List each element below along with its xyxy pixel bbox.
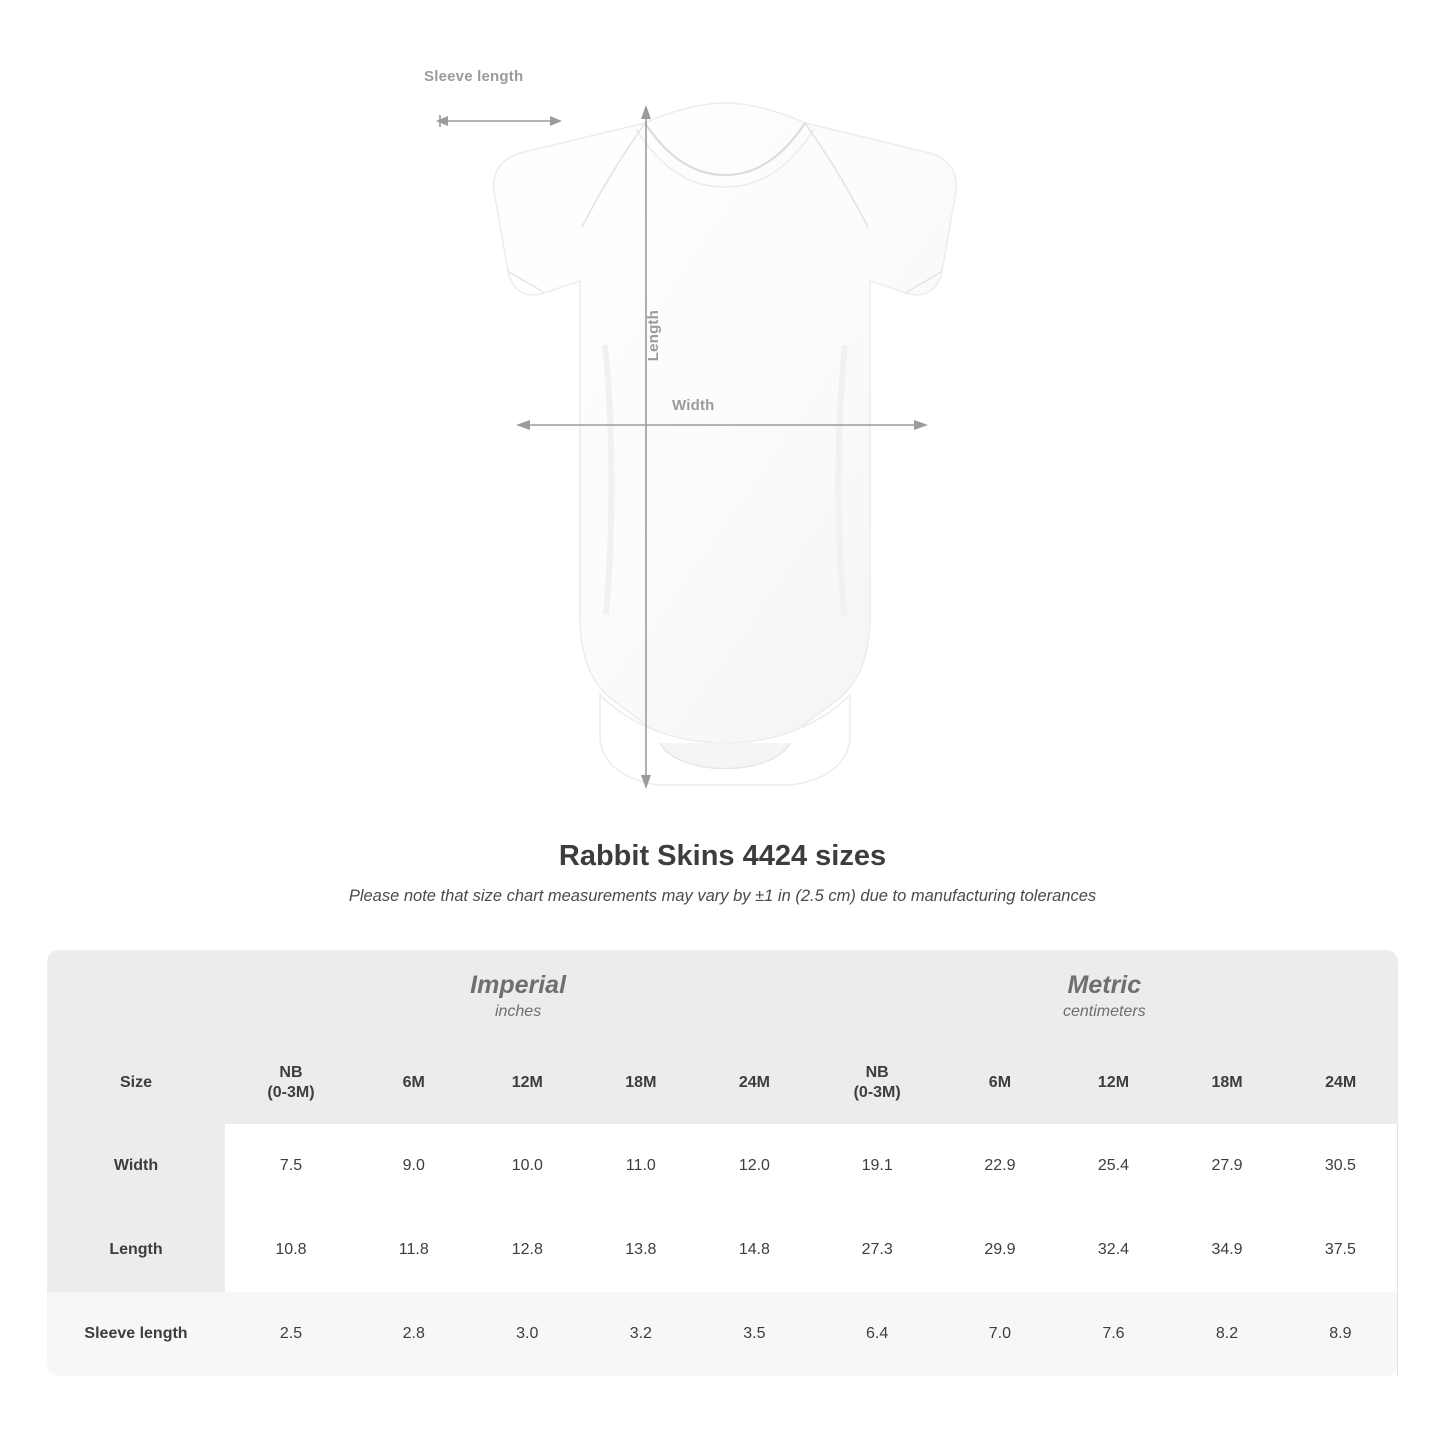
sleeve-arrow-left [436, 116, 448, 126]
width-arrow-left [516, 420, 530, 430]
cell-length-4: 14.8 [698, 1208, 812, 1292]
length-label: Length [645, 310, 662, 362]
page-title: Rabbit Skins 4424 sizes [558, 840, 887, 872]
unit-group-metric-title: Metric [1067, 971, 1142, 1000]
cell-length-2: 12.8 [471, 1208, 585, 1292]
unit-group-imperial-title: Imperial [470, 971, 567, 1000]
unit-group-imperial [225, 950, 811, 1042]
cell-length-5: 27.3 [811, 1208, 943, 1292]
cell-length-9: 37.5 [1284, 1208, 1398, 1292]
table-row [47, 1124, 1398, 1208]
header-col-3: 18M [584, 1042, 698, 1124]
title-block [0, 840, 1445, 906]
header-col-4: 24M [698, 1042, 812, 1124]
tolerance-note: Please note that size chart measurements may vary by ±1 in (2.5 cm) due to manufacturing tolerances [348, 887, 1097, 905]
cell-width-9: 30.5 [1284, 1124, 1398, 1208]
cell-sleeve-0: 2.5 [225, 1292, 357, 1376]
cell-sleeve-3: 3.2 [584, 1292, 698, 1376]
width-label: Width [672, 397, 715, 414]
cell-sleeve-7: 7.6 [1057, 1292, 1171, 1376]
cell-width-5: 19.1 [811, 1124, 943, 1208]
header-col-5-line1: NB [865, 1064, 889, 1081]
table-row [47, 1208, 1398, 1292]
bodysuit-graphic [430, 95, 1020, 795]
unit-group-metric-sub: centimeters [1062, 1002, 1146, 1020]
header-col-6: 6M [943, 1042, 1057, 1124]
size-table-wrapper [47, 950, 1398, 1376]
cell-length-1: 11.8 [357, 1208, 471, 1292]
cell-width-7: 25.4 [1057, 1124, 1171, 1208]
size-table [47, 950, 1398, 1376]
unit-group-metric [811, 950, 1397, 1042]
unit-group-row [47, 950, 1398, 1042]
header-col-0-line1: NB [279, 1064, 303, 1081]
header-col-7: 12M [1057, 1042, 1171, 1124]
unit-spacer-cell [47, 950, 225, 1042]
width-arrow-right [914, 420, 928, 430]
header-size: Size [47, 1042, 225, 1124]
cell-width-1: 9.0 [357, 1124, 471, 1208]
sleeve-arrow-right [550, 116, 562, 126]
header-col-0-line2: (0-3M) [267, 1084, 315, 1101]
cell-width-4: 12.0 [698, 1124, 812, 1208]
cell-sleeve-9: 8.9 [1284, 1292, 1398, 1376]
header-col-5-line2: (0-3M) [853, 1084, 901, 1101]
cell-width-2: 10.0 [471, 1124, 585, 1208]
cell-width-8: 27.9 [1170, 1124, 1284, 1208]
cell-length-0: 10.8 [225, 1208, 357, 1292]
header-col-1: 6M [357, 1042, 471, 1124]
header-col-2: 12M [471, 1042, 585, 1124]
bodysuit-body [494, 103, 957, 755]
cell-sleeve-5: 6.4 [811, 1292, 943, 1376]
header-col-5 [811, 1042, 943, 1124]
length-arrow-top [641, 105, 651, 119]
row-label-length: Length [47, 1208, 225, 1292]
header-col-8: 18M [1170, 1042, 1284, 1124]
sleeve-length-label: Sleeve length [424, 68, 524, 85]
cell-width-3: 11.0 [584, 1124, 698, 1208]
cell-length-3: 13.8 [584, 1208, 698, 1292]
cell-sleeve-8: 8.2 [1170, 1292, 1284, 1376]
cell-length-8: 34.9 [1170, 1208, 1284, 1292]
cell-sleeve-1: 2.8 [357, 1292, 471, 1376]
header-col-0 [225, 1042, 357, 1124]
cell-length-6: 29.9 [943, 1208, 1057, 1292]
cell-sleeve-6: 7.0 [943, 1292, 1057, 1376]
row-label-sleeve-length: Sleeve length [47, 1292, 225, 1376]
bodysuit-svg [430, 95, 1020, 795]
cell-sleeve-4: 3.5 [698, 1292, 812, 1376]
header-col-9: 24M [1284, 1042, 1398, 1124]
cell-width-0: 7.5 [225, 1124, 357, 1208]
table-row [47, 1292, 1398, 1376]
cell-width-6: 22.9 [943, 1124, 1057, 1208]
cell-sleeve-2: 3.0 [471, 1292, 585, 1376]
cell-length-7: 32.4 [1057, 1208, 1171, 1292]
unit-group-imperial-sub: inches [494, 1002, 542, 1020]
row-label-width: Width [47, 1124, 225, 1208]
column-header-row [47, 1042, 1398, 1124]
